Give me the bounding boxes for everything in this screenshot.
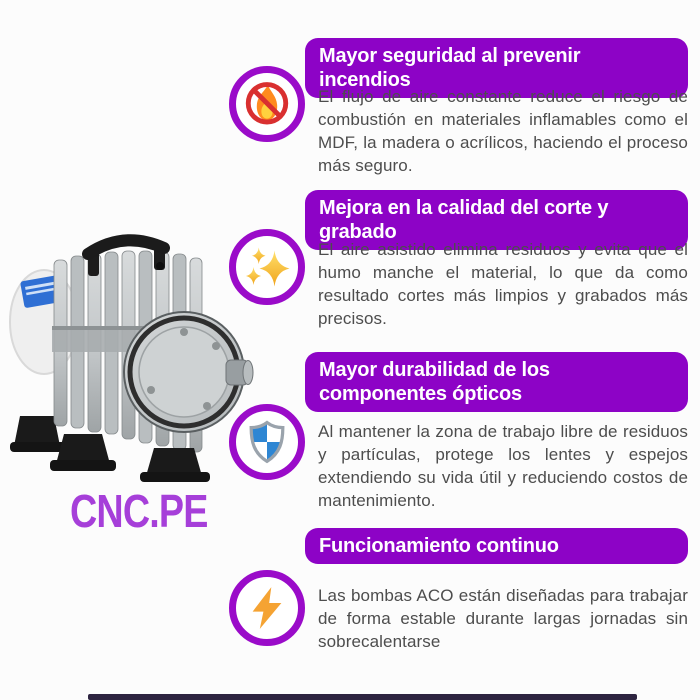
section-title-continuous-operation: Funcionamiento continuo (305, 528, 688, 564)
section-body-continuous-operation: Las bombas ACO están diseñadas para trabajar de forma estable durante largas jornadas sin sobrecalentarse (318, 586, 688, 651)
section-body-fire-safety: El flujo de aire constante reduce el riesgo de combustión en materiales inflamables como el MDF, la madera o acrílicos, haciendo el proceso más seguro. (318, 87, 688, 175)
sparkles-icon (243, 243, 291, 291)
lightning-icon (244, 585, 290, 631)
section-body-cut-quality: El aire asistido elimina residuos y evita que el humo manche el material, lo que da como resultado cortes más limpios y grabados más precisos. (318, 240, 688, 328)
section-title-fire-safety: Mayor seguridad al prevenir incendios (305, 38, 688, 98)
footer-accent-bar (88, 694, 637, 700)
brand-logo: CNC.PE (70, 485, 208, 537)
shield-icon (244, 419, 290, 465)
icon-badge-continuous-operation (229, 570, 305, 646)
icon-badge-fire-safety (229, 66, 305, 142)
section-body-optics-durability: Al mantener la zona de trabajo libre de residuos y partículas, protege los lentes y espejos extendiendo su vida útil y reduciendo costos de mantenimiento. (318, 422, 688, 510)
fire-prohibited-icon (243, 80, 291, 128)
section-title-optics-durability: Mayor durabilidad de los componentes ópticos (305, 352, 688, 412)
icon-badge-cut-quality (229, 229, 305, 305)
icon-badge-optics-durability (229, 404, 305, 480)
section-title-cut-quality: Mejora en la calidad del corte y grabado (305, 190, 688, 250)
air-compressor-photo (2, 220, 254, 482)
